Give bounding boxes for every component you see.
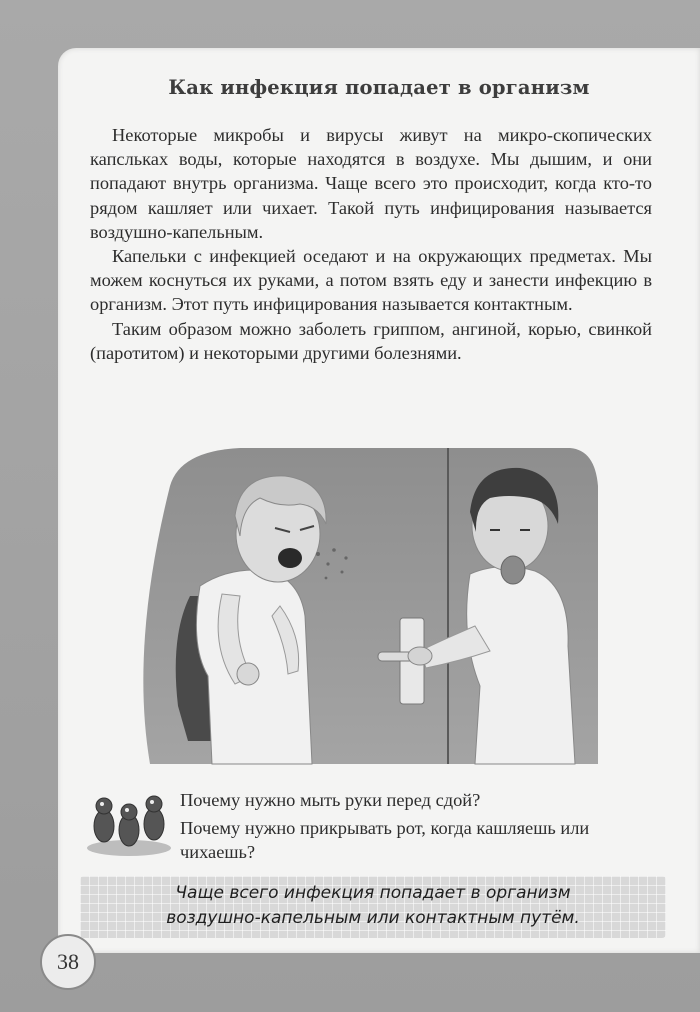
question-2: Почему нужно прикрывать рот, когда кашляешь или чихаешь?	[180, 818, 590, 862]
summary-line-1: Чаще всего инфекция попадает в организм	[175, 883, 571, 903]
paragraph-3: Таким образом можно заболеть гриппом, ангиной, корью, свинкой (паротитом) и некоторыми другими болезнями.	[90, 318, 652, 363]
article-body	[90, 123, 652, 365]
right-boy-hand	[408, 647, 432, 665]
left-boy-open-mouth	[278, 548, 302, 568]
birds-question-icon	[84, 786, 174, 858]
right-boy-shirt	[467, 567, 575, 764]
paragraph-2: Капельки с инфекцией оседают и на окружающих предметах. Мы можем коснуться их руками, а потом взять еду и занести инфекцию в организм. Этот путь инфицирования называется контактным.	[90, 246, 652, 315]
summary-line-2: воздушно-капельным или контактным путём.	[166, 908, 580, 928]
coughing-illustration	[130, 446, 600, 768]
paragraph-1: Некоторые микробы и вирусы живут на микро-скопических капсльках воды, которые находятся в воздухе. Мы дышим, и они попадают внутрь организма. Чаще всего это происходит, когда кто-то рядом кашляет или чихает. Такой путь инфицирования называется воздушно-капельным.	[90, 125, 652, 242]
page-number: 38	[40, 934, 96, 990]
page-title: Как инфекция попадает в организм	[168, 76, 590, 99]
summary-text	[80, 881, 666, 931]
question-1: Почему нужно мыть руки перед сдой?	[180, 790, 481, 810]
right-boy-food	[501, 556, 525, 584]
left-boy-fist	[237, 663, 259, 685]
question-list	[180, 788, 660, 868]
